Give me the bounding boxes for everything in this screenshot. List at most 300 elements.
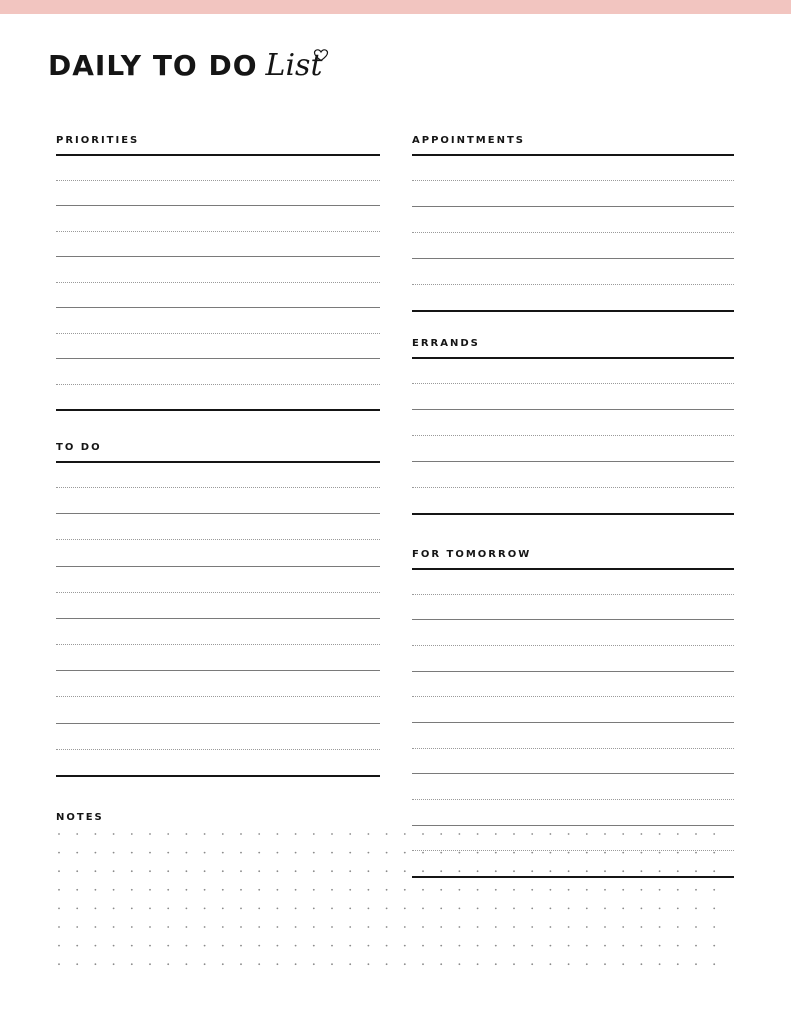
grid-dot (95, 833, 97, 835)
section-title-priorities: PRIORITIES (56, 135, 140, 146)
grid-dot (695, 870, 697, 872)
grid-dot (422, 908, 424, 910)
grid-dot (459, 926, 461, 928)
grid-dot (349, 908, 351, 910)
grid-dot (368, 889, 370, 891)
grid-dot (622, 963, 624, 965)
grid-dot (513, 889, 515, 891)
grid-dot (622, 926, 624, 928)
grid-dot (586, 852, 588, 854)
grid-dot (659, 852, 661, 854)
row-divider (412, 206, 734, 207)
grid-dot (495, 852, 497, 854)
write-line-dotted (412, 435, 734, 436)
write-line-dotted (412, 487, 734, 488)
grid-dot (641, 833, 643, 835)
grid-dot (331, 852, 333, 854)
grid-dot (550, 852, 552, 854)
grid-dot (404, 926, 406, 928)
row-divider (56, 205, 380, 206)
grid-dot (386, 852, 388, 854)
grid-dot (713, 945, 715, 947)
grid-dot (331, 926, 333, 928)
write-line-dotted (56, 487, 380, 488)
section-title-errands: ERRANDS (412, 338, 480, 349)
grid-dot (58, 926, 60, 928)
section-rule-top (56, 461, 380, 463)
grid-dot (186, 945, 188, 947)
row-divider (56, 723, 380, 724)
grid-dot (386, 963, 388, 965)
grid-dot (222, 945, 224, 947)
write-line-dotted (56, 282, 380, 283)
grid-dot (149, 926, 151, 928)
grid-dot (495, 926, 497, 928)
grid-dot (568, 908, 570, 910)
title-main: DAILY TO DO (48, 49, 258, 82)
grid-dot (659, 908, 661, 910)
grid-dot (186, 926, 188, 928)
grid-dot (258, 833, 260, 835)
grid-dot (258, 889, 260, 891)
grid-dot (386, 889, 388, 891)
grid-dot (349, 870, 351, 872)
grid-dot (586, 908, 588, 910)
top-accent-bar (0, 0, 791, 14)
grid-dot (222, 926, 224, 928)
grid-dot (677, 908, 679, 910)
grid-dot (568, 963, 570, 965)
grid-dot (295, 926, 297, 928)
grid-dot (167, 926, 169, 928)
grid-dot (295, 833, 297, 835)
grid-dot (58, 945, 60, 947)
grid-dot (404, 852, 406, 854)
grid-dot (277, 889, 279, 891)
grid-dot (76, 926, 78, 928)
grid-dot (386, 926, 388, 928)
grid-dot (477, 945, 479, 947)
grid-dot (513, 963, 515, 965)
grid-dot (131, 945, 133, 947)
grid-dot (641, 926, 643, 928)
grid-dot (149, 870, 151, 872)
grid-dot (240, 852, 242, 854)
section-title-todo: TO DO (56, 442, 102, 453)
grid-dot (404, 908, 406, 910)
grid-dot (131, 889, 133, 891)
write-line-dotted (412, 232, 734, 233)
grid-dot (58, 889, 60, 891)
grid-dot (422, 833, 424, 835)
grid-dot (586, 870, 588, 872)
grid-dot (404, 870, 406, 872)
grid-dot (386, 945, 388, 947)
grid-dot (659, 926, 661, 928)
grid-dot (167, 833, 169, 835)
grid-dot (404, 889, 406, 891)
grid-dot (440, 963, 442, 965)
grid-dot (295, 852, 297, 854)
grid-dot (295, 963, 297, 965)
grid-dot (459, 908, 461, 910)
grid-dot (713, 889, 715, 891)
grid-dot (222, 889, 224, 891)
grid-dot (641, 870, 643, 872)
grid-dot (167, 870, 169, 872)
notes-dot-grid (40, 826, 740, 986)
grid-dot (313, 926, 315, 928)
grid-dot (368, 870, 370, 872)
grid-dot (313, 908, 315, 910)
grid-dot (186, 852, 188, 854)
grid-dot (331, 870, 333, 872)
grid-dot (204, 833, 206, 835)
grid-dot (404, 833, 406, 835)
row-divider (412, 722, 734, 723)
grid-dot (277, 926, 279, 928)
grid-dot (240, 833, 242, 835)
grid-dot (149, 852, 151, 854)
write-line-dotted (56, 180, 380, 181)
grid-dot (186, 963, 188, 965)
grid-dot (313, 870, 315, 872)
grid-dot (368, 908, 370, 910)
grid-dot (477, 908, 479, 910)
row-divider (56, 566, 380, 567)
grid-dot (677, 945, 679, 947)
grid-dot (149, 963, 151, 965)
grid-dot (240, 870, 242, 872)
grid-dot (659, 945, 661, 947)
grid-dot (550, 889, 552, 891)
grid-dot (295, 908, 297, 910)
grid-dot (513, 852, 515, 854)
grid-dot (422, 926, 424, 928)
grid-dot (440, 908, 442, 910)
grid-dot (167, 852, 169, 854)
grid-dot (204, 945, 206, 947)
grid-dot (422, 852, 424, 854)
grid-dot (604, 889, 606, 891)
grid-dot (440, 945, 442, 947)
grid-dot (295, 945, 297, 947)
grid-dot (58, 908, 60, 910)
write-line-dotted (56, 333, 380, 334)
grid-dot (368, 833, 370, 835)
grid-dot (641, 945, 643, 947)
grid-dot (240, 908, 242, 910)
grid-dot (349, 833, 351, 835)
grid-dot (76, 852, 78, 854)
grid-dot (531, 945, 533, 947)
grid-dot (149, 908, 151, 910)
grid-dot (222, 870, 224, 872)
grid-dot (459, 833, 461, 835)
grid-dot (495, 945, 497, 947)
grid-dot (568, 926, 570, 928)
grid-dot (531, 833, 533, 835)
grid-dot (550, 926, 552, 928)
grid-dot (131, 833, 133, 835)
grid-dot (477, 852, 479, 854)
grid-dot (95, 945, 97, 947)
section-title-appointments: APPOINTMENTS (412, 135, 525, 146)
grid-dot (349, 926, 351, 928)
write-line-dotted (56, 384, 380, 385)
grid-dot (586, 963, 588, 965)
grid-dot (258, 852, 260, 854)
grid-dot (386, 833, 388, 835)
grid-dot (222, 833, 224, 835)
grid-dot (277, 833, 279, 835)
grid-dot (568, 833, 570, 835)
grid-dot (186, 908, 188, 910)
grid-dot (131, 908, 133, 910)
grid-dot (659, 889, 661, 891)
row-divider (412, 258, 734, 259)
grid-dot (713, 926, 715, 928)
grid-dot (568, 852, 570, 854)
write-line-dotted (412, 799, 734, 800)
grid-dot (513, 833, 515, 835)
grid-dot (258, 945, 260, 947)
grid-dot (167, 908, 169, 910)
grid-dot (167, 889, 169, 891)
section-rule-bottom (412, 513, 734, 515)
grid-dot (695, 833, 697, 835)
grid-dot (713, 908, 715, 910)
write-line-dotted (56, 644, 380, 645)
grid-dot (695, 926, 697, 928)
grid-dot (58, 870, 60, 872)
grid-dot (240, 926, 242, 928)
grid-dot (113, 889, 115, 891)
grid-dot (422, 945, 424, 947)
grid-dot (477, 889, 479, 891)
grid-dot (58, 833, 60, 835)
write-line-dotted (412, 645, 734, 646)
grid-dot (695, 945, 697, 947)
grid-dot (95, 852, 97, 854)
grid-dot (422, 889, 424, 891)
grid-dot (477, 833, 479, 835)
grid-dot (477, 926, 479, 928)
grid-dot (459, 889, 461, 891)
section-title-for-tomorrow: FOR TOMORROW (412, 549, 532, 560)
grid-dot (604, 963, 606, 965)
grid-dot (695, 852, 697, 854)
grid-dot (313, 945, 315, 947)
write-line-dotted (56, 539, 380, 540)
grid-dot (677, 833, 679, 835)
grid-dot (531, 852, 533, 854)
grid-dot (531, 926, 533, 928)
grid-dot (513, 945, 515, 947)
grid-dot (440, 870, 442, 872)
grid-dot (95, 889, 97, 891)
grid-dot (331, 963, 333, 965)
grid-dot (586, 926, 588, 928)
grid-dot (568, 889, 570, 891)
grid-dot (349, 963, 351, 965)
grid-dot (240, 945, 242, 947)
write-line-dotted (412, 594, 734, 595)
grid-dot (331, 945, 333, 947)
grid-dot (495, 889, 497, 891)
grid-dot (113, 852, 115, 854)
grid-dot (513, 926, 515, 928)
grid-dot (76, 833, 78, 835)
page-title (48, 44, 323, 88)
grid-dot (550, 945, 552, 947)
grid-dot (677, 889, 679, 891)
grid-dot (604, 852, 606, 854)
write-line-dotted (56, 696, 380, 697)
grid-dot (222, 963, 224, 965)
grid-dot (440, 852, 442, 854)
section-rule-top (412, 568, 734, 570)
grid-dot (167, 945, 169, 947)
grid-dot (95, 870, 97, 872)
grid-dot (568, 945, 570, 947)
grid-dot (204, 889, 206, 891)
grid-dot (713, 870, 715, 872)
grid-dot (222, 908, 224, 910)
grid-dot (586, 833, 588, 835)
grid-dot (495, 833, 497, 835)
grid-dot (131, 870, 133, 872)
section-rule-bottom (56, 775, 380, 777)
grid-dot (677, 963, 679, 965)
grid-dot (131, 926, 133, 928)
grid-dot (531, 908, 533, 910)
grid-dot (113, 945, 115, 947)
grid-dot (622, 870, 624, 872)
grid-dot (495, 870, 497, 872)
grid-dot (113, 908, 115, 910)
grid-dot (186, 833, 188, 835)
grid-dot (641, 963, 643, 965)
grid-dot (277, 945, 279, 947)
grid-dot (586, 945, 588, 947)
grid-dot (604, 908, 606, 910)
grid-dot (622, 908, 624, 910)
grid-dot (76, 889, 78, 891)
grid-dot (713, 833, 715, 835)
grid-dot (531, 963, 533, 965)
grid-dot (713, 963, 715, 965)
grid-dot (604, 833, 606, 835)
grid-dot (204, 870, 206, 872)
row-divider (56, 618, 380, 619)
row-divider (412, 461, 734, 462)
grid-dot (386, 870, 388, 872)
grid-dot (76, 908, 78, 910)
grid-dot (349, 889, 351, 891)
grid-dot (368, 945, 370, 947)
row-divider (412, 619, 734, 620)
title-script: List (265, 48, 323, 83)
grid-dot (222, 852, 224, 854)
write-line-dotted (412, 696, 734, 697)
row-divider (56, 256, 380, 257)
grid-dot (76, 870, 78, 872)
grid-dot (368, 852, 370, 854)
write-line-dotted (412, 383, 734, 384)
grid-dot (422, 963, 424, 965)
grid-dot (131, 963, 133, 965)
row-divider (412, 671, 734, 672)
grid-dot (495, 908, 497, 910)
grid-dot (149, 889, 151, 891)
heart-icon (313, 48, 329, 62)
row-divider (412, 773, 734, 774)
grid-dot (677, 852, 679, 854)
grid-dot (258, 963, 260, 965)
grid-dot (477, 963, 479, 965)
grid-dot (204, 926, 206, 928)
grid-dot (659, 870, 661, 872)
grid-dot (604, 870, 606, 872)
grid-dot (368, 926, 370, 928)
write-line-dotted (56, 749, 380, 750)
grid-dot (440, 889, 442, 891)
grid-dot (531, 889, 533, 891)
grid-dot (677, 870, 679, 872)
grid-dot (131, 852, 133, 854)
grid-dot (459, 963, 461, 965)
grid-dot (331, 833, 333, 835)
grid-dot (368, 963, 370, 965)
grid-dot (258, 908, 260, 910)
write-line-dotted (56, 231, 380, 232)
grid-dot (113, 833, 115, 835)
grid-dot (167, 963, 169, 965)
grid-dot (349, 852, 351, 854)
grid-dot (186, 870, 188, 872)
grid-dot (204, 852, 206, 854)
grid-dot (204, 963, 206, 965)
grid-dot (641, 889, 643, 891)
grid-dot (622, 889, 624, 891)
grid-dot (295, 889, 297, 891)
grid-dot (513, 870, 515, 872)
grid-dot (113, 926, 115, 928)
row-divider (56, 358, 380, 359)
grid-dot (641, 908, 643, 910)
row-divider (56, 307, 380, 308)
grid-dot (76, 963, 78, 965)
row-divider (412, 409, 734, 410)
grid-dot (622, 852, 624, 854)
grid-dot (622, 945, 624, 947)
grid-dot (386, 908, 388, 910)
grid-dot (459, 852, 461, 854)
write-line-dotted (412, 180, 734, 181)
grid-dot (695, 889, 697, 891)
grid-dot (149, 833, 151, 835)
section-rule-bottom (56, 409, 380, 411)
grid-dot (313, 889, 315, 891)
grid-dot (604, 926, 606, 928)
grid-dot (277, 852, 279, 854)
grid-dot (404, 963, 406, 965)
grid-dot (277, 908, 279, 910)
grid-dot (622, 833, 624, 835)
grid-dot (240, 889, 242, 891)
grid-dot (186, 889, 188, 891)
